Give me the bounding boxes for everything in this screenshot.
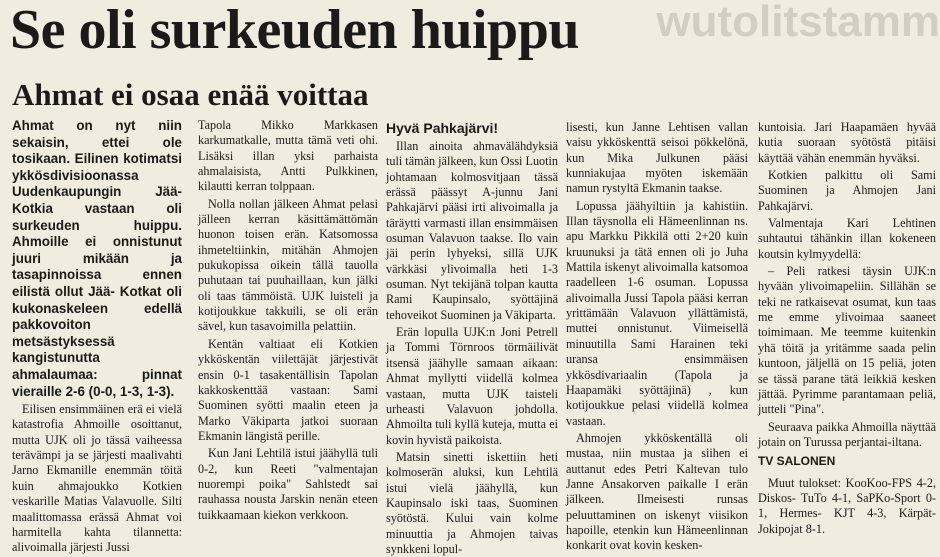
body-paragraph: Valmentaja Kari Lehtinen suhtautui tähänkin illan kokeneen koutsin kylmyydellä: (758, 216, 936, 261)
body-paragraph: Ahmojen ykköskentällä oli mustaa, niin mustaa ja siihen ei auttanut edes Petri Kaltevan tulo Janne Ansakorven paikalle I erän jälkeen. Ilmeisesti runsas peluuttaminen on iskenyt viisikon hapoille, etenkin kun Hämeenlinnan konkarit ovat kovin kesken- (566, 430, 748, 553)
background-print-ghost: wutolitstamm (656, 0, 940, 46)
article-headline: Se oli surkeuden huippu (10, 0, 579, 61)
body-paragraph: Matsin sinetti iskettiin heti kolmoserän aluksi, kun Lehtilä istui vielä jäähyllä, kun Kaupinsalo iski taas, Suominen syötöstä. Kului vain kolme minuuttia ja Ahmojen taivas synkkeni lopul- (386, 449, 558, 556)
body-paragraph: Eilisen ensimmäinen erä ei vielä katastrofia Ahmoille osoittanut, mutta UJK oli jo tässä vaiheessa terävämpi ja se järjesti maalivahti Jarno Ekmanille enemmän töitä kuin ahmajoukko Kotkien veskarille Matias Valavuolle. Silti maalittomassa erässä Ahmat voi harmitella kahta tilannetta: alivoimalla järjesti Jussi (12, 402, 182, 555)
body-paragraph: Kentän valtiaat eli Kotkien ykköskentän viilettäjät järjestivät ensin 0-1 tasakentällisin Tapolan kakkoskenttää vastaan: Sami Suominen syötti maalin eteen ja Marko Väkiparta jatkoi suoraan Ekmanin längistä perille. (198, 336, 378, 443)
article-column-2 (198, 118, 378, 522)
body-paragraph: Kotkien palkittu oli Sami Suominen ja Ahmojen Jani Pahkajärvi. (758, 168, 936, 213)
article-column-4 (566, 120, 748, 553)
article-column-5 (758, 120, 936, 536)
body-paragraph: Erän lopulla UJK:n Joni Petrell ja Tommi Törnroos törmäilivät itsensä jäähylle samaan aikaan: Ahmat myllytti viidellä kolmea vastaan, mutta UJK taisteli urheasti Valavuon johdolla. Ahmoilta tuli kyllä kuteja, mutta ei kovin hyvistä paikoista. (386, 325, 558, 447)
article-column-1 (12, 118, 182, 555)
article-column-3 (386, 120, 558, 556)
body-paragraph: kuntoisia. Jari Haapamäen hyvää kutia suoraan syötöstä pitäisi käyttää vähän enemmän hyväksi. (758, 120, 936, 165)
body-paragraph: Nolla nollan jälkeen Ahmat pelasi jälleen kerran käsittämättömän huonon toisen erän. Katsomossa ihmeteltiinkin, mitähän Ahmojen pukukopissa oikein tällä tauolla puhutaan tai puuhaillaan, kun jälki oli taas tämmöistä. UJK luisteli ja kotijoukkue takkuili, se oli erän sävel, kun tasavoimilla pelattiin. (198, 196, 378, 334)
byline: TV SALONEN (758, 454, 836, 469)
body-paragraph: Kun Jani Lehtilä istui jäähyllä tuli 0-2, kun Reeti "valmentajan nuorempi poika" Sahlstedt sai rauhassa nousta Jarskin nenän eteen tuikkaamaan kiekon verkkoon. (198, 446, 378, 522)
body-paragraph: Lopussa jäähyiltiin ja kahistiin. Illan täysnolla eli Hämeenlinnan ns. apu Markku Pikkilä otti 2+20 kuin kruunuksi ja tätä ennen oli jo Juha Mattila iskenyt alivoimalla katsomoa raadelleen 1-6 osuman. Lopussa alivoimalla Jussi Tapola pääsi kerran yrittämään Valavuon yllättämistä, muttei onnistunut. Viimeisellä minuutilla Sami Harainen teki uransa ensimmäisen ykkösdivariaalin (Tapola ja Haapamäki syöttäjinä) , kun kotijoukkue pelasi viidellä kolmea vastaan. (566, 198, 748, 428)
section-heading: Hyvä Pahkajärvi! (386, 120, 499, 136)
body-paragraph: Illan ainoita ahmavälähdyksiä tuli tämän jälkeen, kun Ossi Luotin johtamaan kolmosvitjaan tässä erässä päässyt A-junnu Jani Pahkajärvi pääsi irti alivoimalla ja täräytti varmasti illan ensimmäisen osuman Valavuon taakse. Ilo vain jäi perin lyhyeksi, sillä UJK värkkäsi ylivoimalla heti 1-3 osuman. Nyt tekijänä tolpan kautta Rami Kaupinsalo, syöttäjinä tehoveikot Suominen ja Väkiparta. (386, 139, 558, 322)
body-paragraph: Seuraava paikka Ahmoilla näyttää jotain on Turussa perjantai-iltana. (758, 419, 936, 449)
article-lead: Ahmat on nyt niin sekaisin, ettei ole tosikaan. Eilinen kotimatsi ykkösdivisioonassa Uudenkaupungin Jää-Kotkia vastaan oli surkeuden huippu. Ahmoille ei onnistunut juuri mikään ja tasapinnoissa ennen eilistä ollut Jää- Kotkat oli kukonaskeleen edellä pakkovoiton metsästyksessä kangistunutta ahmalaumaa: pinnat vieraille 2-6 (0-0, 1-3, 1-3). (12, 118, 182, 399)
body-paragraph: lisesti, kun Janne Lehtisen vallan vaisu ykköskenttä seisoi pökkelönä, kun Mika Julkunen pääsi kunniakujaa myöten iskemään namun rystyltä Ekmanin taakse. (566, 120, 748, 196)
body-paragraph: – Peli ratkesi täysin UJK:n hyvään ylivoimapeliin. Sillähän se teki ne ratkaisevat osumat, kun taas me emme ylivoimaa saaneet toimimaan. Me teemme kuitenkin yhä töitä ja yritämme saada pelin kuntoon, jäljellä on 15 peliä, joten se tässä parane tätä leikkiä kesken jättää. Pyrimme parantamaan peliä, jutteli "Pina". (758, 264, 936, 417)
other-results: Muut tulokset: KooKoo-FPS 4-2, Diskos- TuTo 4-1, SaPKo-Sport 0-1, Hermes- KJT 4-3, Kärpät- Jokipojat 8-1. (758, 475, 936, 536)
article-subheadline: Ahmat ei osaa enää voittaa (12, 77, 369, 112)
body-paragraph: Tapola Mikko Markkasen karkumatkalle, mutta tämä veti ohi. Lisäksi illan yksi parhaista ahmalaisista, Antti Pulkkinen, kilautti kerran tolppaan. (198, 118, 378, 194)
